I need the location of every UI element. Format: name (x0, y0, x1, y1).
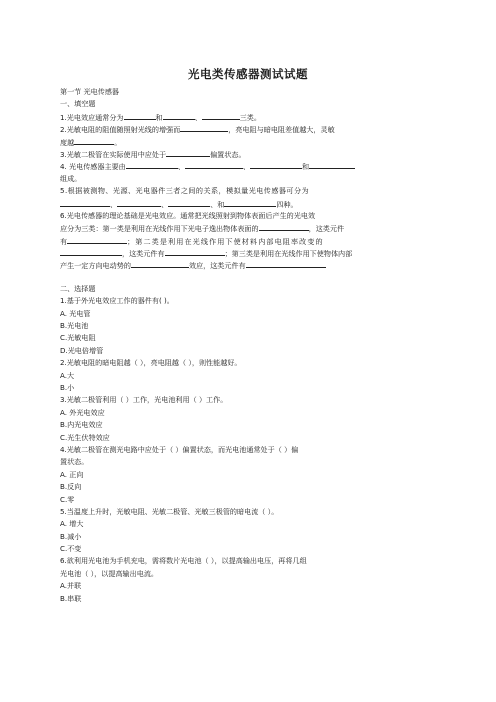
q6-blank-6[interactable] (246, 259, 326, 268)
mc1-option-b[interactable]: B.光电池 (60, 321, 89, 331)
mc5-option-b[interactable]: B.减小 (60, 531, 82, 541)
q4-blank-2[interactable] (185, 160, 243, 169)
mc2-option-a[interactable]: A.大 (60, 370, 75, 380)
q5-text-a: 5.根据被测物、光源、光电器件三者之间的关系，模拟量光电传感器可分为 (60, 186, 310, 196)
q5-text-e: 四种。 (276, 199, 298, 209)
fill-question-5-cont (60, 198, 436, 210)
q3-text-b: 偏置状态。 (210, 149, 246, 159)
mc1-stem: 1.基于外光电效应工作的器件有( )。 (60, 296, 174, 306)
q6-text-i: 效应，这类元件有 (188, 261, 246, 271)
document-title: 光电类传感器测试试题 (188, 67, 308, 81)
mc1-option-d[interactable]: D.光电倍增管 (60, 345, 104, 355)
fill-question-5 (60, 185, 436, 197)
q3-text-a: 3.光敏二极管在实际使用中应处于 (60, 149, 167, 159)
q1-text-b: 和 (155, 112, 163, 122)
fill-question-6-line2 (60, 222, 436, 234)
q6-text-h: 产生一定方向电动势的 (60, 261, 131, 271)
q6-blank-4[interactable] (165, 247, 225, 256)
q3-blank-1[interactable] (166, 148, 210, 157)
q1-blank-2[interactable] (163, 111, 195, 120)
q5-text-b: 、 (110, 199, 118, 209)
mc1-option-c[interactable]: C.光敏电阻 (60, 333, 96, 343)
fill-question-4 (60, 160, 436, 172)
q2-blank-1[interactable] (180, 123, 228, 132)
choice-question-6 (60, 555, 436, 605)
section-heading: 第一节 光电传感器 (60, 87, 120, 96)
q6-blank-2[interactable] (67, 235, 127, 244)
q2-text-a: 2.光敏电阻的阻值随照射光线的增强而 (60, 125, 181, 135)
mc3-option-b[interactable]: B.内光电效应 (60, 420, 103, 430)
q1-text-a: 1.光电效应通常分为 (60, 112, 124, 122)
q6-text-a: 6.光电传感器的理论基础是光电效应。通常把光线照射到物体表面后产生的光电效 (60, 210, 316, 220)
q5-text-d: 、和 (210, 199, 225, 209)
q4-blank-1[interactable] (126, 160, 178, 169)
fill-question-6 (60, 210, 436, 222)
q2-blank-2[interactable] (74, 136, 114, 145)
q6-blank-3[interactable] (60, 247, 122, 256)
q4-text-c: 、 (242, 162, 250, 172)
mc1-option-a[interactable]: A. 光电管 (60, 308, 91, 318)
choice-question-4 (60, 444, 436, 506)
q4-blank-3[interactable] (250, 160, 302, 169)
q5-blank-2[interactable] (117, 198, 161, 207)
fill-question-1 (60, 111, 436, 123)
mc3-option-a[interactable]: A. 外光电效应 (60, 407, 105, 417)
mc2-option-b[interactable]: B.小 (60, 382, 75, 392)
mc6-stem-cont: 光电池（ ），以提高输出电流。 (60, 568, 159, 578)
fill-question-3 (60, 148, 436, 160)
choice-question-2 (60, 357, 436, 394)
q2-text-c: 度越 (60, 137, 75, 147)
mc2-stem: 2.光敏电阻的暗电阻越（ ），亮电阻越（ ），则性能越好。 (60, 358, 242, 368)
q4-text-b: 、 (177, 162, 185, 172)
fill-question-2-cont (60, 136, 436, 148)
q4-text-d: 和 (301, 162, 310, 172)
mc6-stem: 6.欲利用光电池为手机充电，需将数片光电池（ ），以提高输出电压，再将几组 (60, 556, 307, 566)
q1-blank-1[interactable] (124, 111, 156, 120)
q6-text-c: ，这类元件 (308, 224, 345, 234)
mc5-option-a[interactable]: A. 增大 (60, 519, 84, 529)
q5-blank-4[interactable] (224, 198, 276, 207)
mc3-stem: 3.光敏二极管利用（ ）工作，光电池利用（ ）工作。 (60, 395, 228, 405)
q6-text-f: ，这类元件有 (122, 249, 165, 259)
fill-question-6-line3 (60, 235, 436, 247)
q4-text-a: 4. 光电传感器主要由 (60, 162, 126, 172)
mc4-stem-cont: 置状态。 (60, 457, 89, 467)
fill-question-6-line5 (60, 259, 436, 271)
q5-blank-1[interactable] (60, 198, 110, 207)
q5-blank-3[interactable] (168, 198, 210, 207)
mc6-option-b[interactable]: B.串联 (60, 593, 82, 603)
q1-text-d: 三类。 (239, 112, 261, 122)
document-body (60, 86, 436, 605)
q1-blank-3[interactable] (202, 111, 240, 120)
q6-blank-5[interactable] (131, 259, 189, 268)
q6-text-d: 有 (60, 236, 68, 246)
q6-text-e: ；第二类是利用在光线作用下使材料内部电阻率改变的 (127, 236, 324, 246)
choice-question-3 (60, 394, 436, 444)
fill-question-4-cont (60, 173, 436, 185)
mc4-option-c[interactable]: C.零 (60, 494, 75, 504)
q6-blank-1[interactable] (259, 222, 309, 231)
q2-text-b: ，亮电阻与暗电阻差值越大，灵敏 (228, 125, 335, 135)
q4-text-e: 组成。 (60, 173, 82, 183)
mc6-option-a[interactable]: A.并联 (60, 581, 82, 591)
mc5-stem: 5.当温度上升时，光敏电阻、光敏二极管、光敏三极管的暗电流（ ）。 (60, 506, 279, 516)
q6-text-g: ；第三类是利用在光线作用下使物体内部 (224, 249, 353, 259)
mc5-option-c[interactable]: C.不变 (60, 544, 82, 554)
choice-question-1 (60, 295, 436, 357)
q1-text-c: 、 (194, 112, 202, 122)
fill-question-6-line4 (60, 247, 436, 259)
mc4-option-b[interactable]: B.反向 (60, 482, 82, 492)
mc3-option-c[interactable]: C.光生伏特效应 (60, 432, 110, 442)
choice-question-5 (60, 506, 436, 556)
fill-question-2 (60, 123, 436, 135)
part2-heading: 二、选择题 (60, 283, 96, 293)
q4-blank-4[interactable] (309, 160, 355, 169)
mc4-stem: 4.光敏二极管在测光电路中应处于（ ）偏置状态，而光电池通常处于（ ）偏 (60, 444, 299, 454)
q5-text-c: 、 (161, 199, 169, 209)
q6-text-b: 应分为三类：第一类是利用在光线作用下光电子逸出物体表面的 (60, 224, 259, 234)
mc4-option-a[interactable]: A. 正向 (60, 469, 84, 479)
q2-text-d: 。 (114, 137, 122, 147)
part1-heading: 一、填空题 (60, 99, 96, 109)
